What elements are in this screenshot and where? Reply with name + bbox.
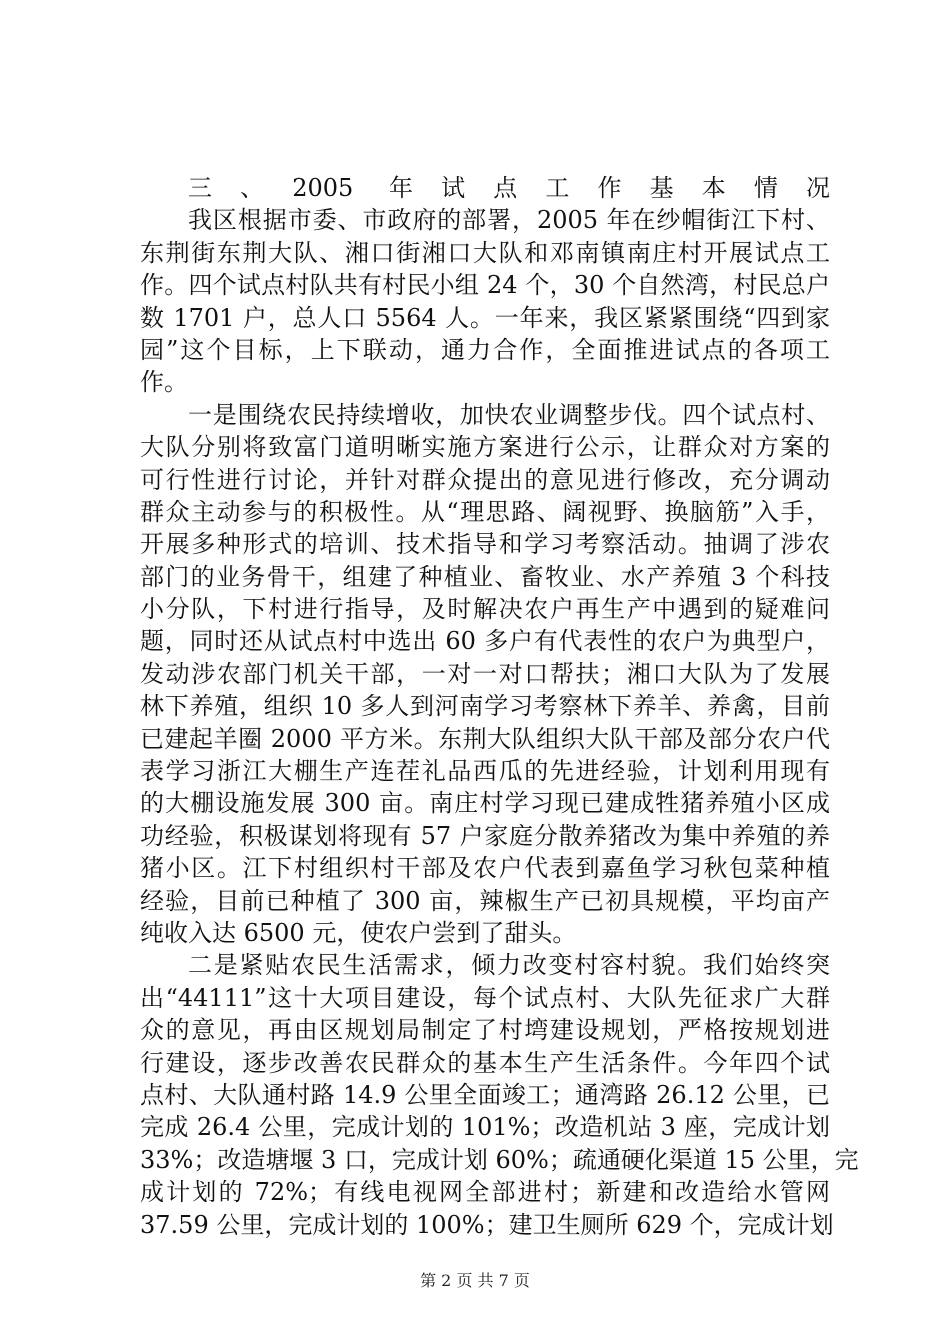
paragraph-line: 小分队，下村进行指导，及时解决农户再生产中遇到的疑难问 [140,595,830,624]
paragraph-line: 东荆街东荆大队、湘口街湘口大队和邓南镇南庄村开展试点工 [140,238,830,267]
paragraph-line: 出“44111”这十大项目建设，每个试点村、大队先征求广大群 [140,983,830,1012]
paragraph-line: 经验，目前已种植了 300 亩，辣椒生产已初具规模，平均亩产 [140,886,830,915]
paragraph-line: 数 1701 户，总人口 5564 人。一年来，我区紧紧围绕“四到家 [140,303,830,332]
paragraph-line: 作。 [140,368,188,397]
paragraph-line: 一是围绕农民持续增收，加快农业调整步伐。四个试点村、 [188,400,830,429]
paragraph-line: 点村、大队通村路 14.9 公里全面竣工；通湾路 26.12 公里，已 [140,1080,830,1109]
paragraph-line: 功经验，积极谋划将现有 57 户家庭分散养猪改为集中养殖的养 [140,821,830,850]
paragraph-line: 猪小区。江下村组织村干部及农户代表到嘉鱼学习秋包菜种植 [140,854,830,883]
paragraph-line: 林下养殖，组织 10 多人到河南学习考察林下养羊、养禽，目前 [140,692,830,721]
paragraph-line: 大队分别将致富门道明晰实施方案进行公示，让群众对方案的 [140,433,830,462]
paragraph-line: 37.59 公里，完成计划的 100%；建卫生厕所 629 个，完成计划 [140,1210,834,1239]
paragraph-line: 纯收入达 6500 元，使农户尝到了甜头。 [140,918,577,947]
paragraph-line: 33%；改造塘堰 3 口，完成计划 60%；疏通硬化渠道 15 公里，完 [140,1145,859,1174]
paragraph-line: 作。四个试点村队共有村民小组 24 个，30 个自然湾，村民总户 [140,271,830,300]
paragraph-line: 表学习浙江大棚生产连茬礼品西瓜的先进经验，计划利用现有 [140,757,830,786]
paragraph-line: 行建设，逐步改善农民群众的基本生产生活条件。今年四个试 [140,1048,830,1077]
paragraph-line: 发动涉农部门机关干部，一对一对口帮扶；湘口大队为了发展 [140,659,830,688]
paragraph-line: 园”这个目标，上下联动，通力合作，全面推进试点的各项工 [140,335,830,364]
paragraph-line: 的大棚设施发展 300 亩。南庄村学习现已建成牲猪养殖小区成 [140,789,830,818]
paragraph-line: 完成 26.4 公里，完成计划的 101%；改造机站 3 座，完成计划 [140,1113,830,1142]
paragraph-line: 已建起羊圈 2000 平方米。东荆大队组织大队干部及部分农户代 [140,724,830,753]
page-number-footer: 第 2 页 共 7 页 [420,1271,530,1290]
paragraph-line: 部门的业务骨干，组建了种植业、畜牧业、水产养殖 3 个科技 [140,562,830,591]
paragraph-line: 开展多种形式的培训、技术指导和学习考察活动。抽调了涉农 [140,530,830,559]
paragraph-line: 众的意见，再由区规划局制定了村塆建设规划，严格按规划进 [140,1016,830,1045]
paragraph-line: 二是紧贴农民生活需求，倾力改变村容村貌。我们始终突 [188,951,830,980]
paragraph-line: 成计划的 72%；有线电视网全部进村；新建和改造给水管网 [140,1178,830,1207]
document-body [140,172,859,1241]
paragraph-line: 群众主动参与的积极性。从“理思路、阔视野、换脑筋”入手， [140,497,830,526]
paragraph-line: 我区根据市委、市政府的部署，2005 年在纱帽街江下村、 [188,206,830,235]
paragraph-line: 可行性进行讨论，并针对群众提出的意见进行修改，充分调动 [140,465,830,494]
section-heading: 三、2005 年试点工作基本情况 [188,174,830,202]
paragraph-line: 题，同时还从试点村中选出 60 多户有代表性的农户为典型户， [140,627,830,656]
